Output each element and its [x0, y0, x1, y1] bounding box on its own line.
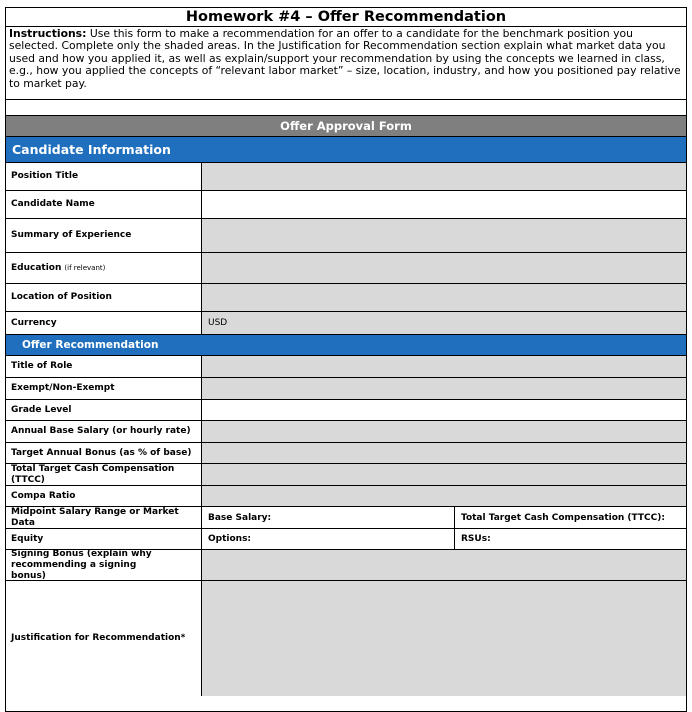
- field-position-title[interactable]: [202, 163, 686, 190]
- field-summary-experience[interactable]: [202, 219, 686, 252]
- field-signing-bonus[interactable]: [202, 550, 686, 580]
- label-ttcc: Total Target Cash Compensation (TTCC): [6, 464, 202, 485]
- row-title-of-role: [6, 356, 686, 378]
- row-equity: [6, 529, 686, 550]
- row-signing-bonus: [6, 550, 686, 581]
- label-signing-bonus: Signing Bonus (explain why recommending a signing bonus): [6, 550, 202, 580]
- instructions-text: Use this form to make a recommendation for an offer to a candidate for the benchmark position you selected. Complete only the shaded areas. In the Justification for Recommendation section explain what market data you used and how you applied it, as well as explain/support your recommendation by using the concepts we learned in class, e.g., how you applied the concepts of “relevant labor market” – size, location, industry, and how you positioned pay relative to market pay.: [9, 27, 681, 90]
- row-education: [6, 253, 686, 284]
- field-justification[interactable]: [202, 581, 686, 696]
- row-candidate-name: [6, 191, 686, 219]
- field-education[interactable]: [202, 253, 686, 283]
- field-equity-rsus[interactable]: RSUs:: [461, 534, 491, 544]
- field-midpoint-base[interactable]: Base Salary:: [202, 507, 455, 528]
- label-justification: Justification for Recommendation*: [6, 581, 202, 696]
- row-position-title: [6, 163, 686, 191]
- label-exempt: Exempt/Non-Exempt: [6, 378, 202, 399]
- field-midpoint-ttcc[interactable]: Total Target Cash Compensation (TTCC):: [461, 512, 665, 523]
- row-summary-experience: [6, 219, 686, 253]
- label-midpoint: Midpoint Salary Range or Market Data: [6, 507, 202, 528]
- field-candidate-name[interactable]: [202, 191, 686, 218]
- label-candidate-name: Candidate Name: [6, 191, 202, 218]
- label-base-salary: Annual Base Salary (or hourly rate): [6, 421, 202, 442]
- row-base-salary: [6, 421, 686, 443]
- row-currency: [6, 312, 686, 335]
- label-currency: Currency: [6, 312, 202, 334]
- offer-form: [5, 7, 687, 712]
- candidate-section-heading: Candidate Information: [6, 137, 686, 163]
- field-equity-options[interactable]: Options:: [202, 529, 455, 549]
- label-compa-ratio: Compa Ratio: [6, 486, 202, 506]
- field-currency[interactable]: USD: [202, 312, 686, 334]
- label-education-note: (if relevant): [64, 263, 106, 272]
- label-target-bonus: Target Annual Bonus (as % of base): [6, 443, 202, 463]
- page-title: Homework #4 – Offer Recommendation: [6, 8, 686, 27]
- instructions: [6, 27, 686, 100]
- field-grade-level[interactable]: [202, 400, 686, 420]
- field-target-bonus[interactable]: [202, 443, 686, 463]
- label-equity: Equity: [6, 529, 202, 549]
- instructions-lead: Instructions:: [9, 27, 87, 40]
- row-compa-ratio: [6, 486, 686, 507]
- label-position-title: Position Title: [6, 163, 202, 190]
- label-title-of-role: Title of Role: [6, 356, 202, 377]
- field-ttcc[interactable]: [202, 464, 686, 485]
- label-education: [6, 253, 202, 283]
- field-title-of-role[interactable]: [202, 356, 686, 377]
- form-header: Offer Approval Form: [6, 116, 686, 137]
- field-location[interactable]: [202, 284, 686, 311]
- row-grade-level: [6, 400, 686, 421]
- field-exempt[interactable]: [202, 378, 686, 399]
- label-grade-level: Grade Level: [6, 400, 202, 420]
- spacer-row: [6, 100, 686, 116]
- label-education-text: Education: [11, 262, 62, 273]
- offer-section-heading: Offer Recommendation: [6, 335, 686, 356]
- row-target-bonus: [6, 443, 686, 464]
- label-location: Location of Position: [6, 284, 202, 311]
- label-summary-experience: Summary of Experience: [6, 219, 202, 252]
- row-justification: [6, 581, 686, 696]
- row-exempt: [6, 378, 686, 400]
- row-ttcc: [6, 464, 686, 486]
- field-compa-ratio[interactable]: [202, 486, 686, 506]
- field-base-salary[interactable]: [202, 421, 686, 442]
- row-midpoint: [6, 507, 686, 529]
- row-location: [6, 284, 686, 312]
